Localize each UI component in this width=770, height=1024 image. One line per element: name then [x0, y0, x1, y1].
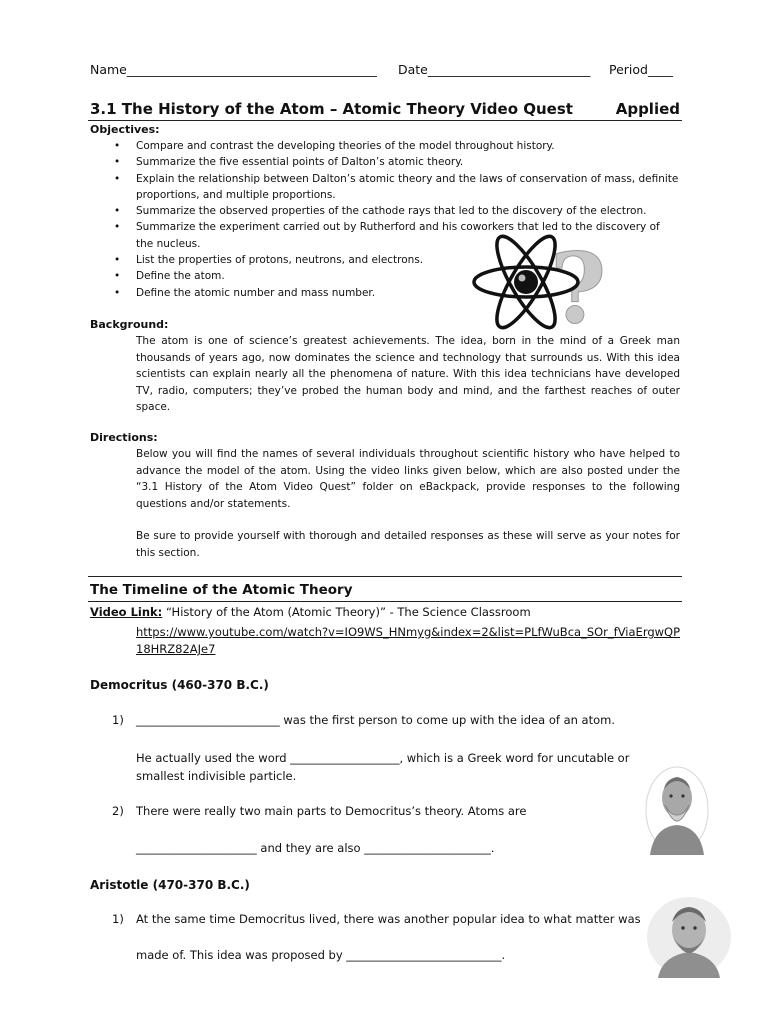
title-underline — [88, 120, 682, 121]
directions-paragraph: Below you will find the names of several individuals throughout scientific history who have helped to advance the model of the atom. Using the video links given below, which are also posted under the “3.1 History of the Atom Video Quest” folder on eBackpack, provide responses to the following questions and/or statements. — [136, 448, 680, 510]
period-field-line: Period____ — [609, 62, 673, 77]
objective-item: • Compare and contrast the developing theories of the model throughout history. — [112, 138, 680, 154]
democritus-question-2-blanks[interactable]: _____________________ and they are also ______________________. — [136, 841, 495, 855]
democritus-heading: Democritus (460-370 B.C.) — [90, 678, 269, 692]
section-title: The Timeline of the Atomic Theory — [90, 582, 353, 598]
background-paragraph: The atom is one of science’s greatest achievements. The idea, born in the mind of a Greek man thousands of years ago, now dominates the science and technology that surrounds us. With this idea scientists can explain nearly all the phenomena of nature. With this idea technicians have developed TV, radio, computers; they’ve probed the human body and mind, and the farthest reaches of outer space. — [136, 335, 680, 413]
aristotle-question-1-blank[interactable]: made of. This idea was proposed by ___________________________. — [136, 948, 506, 962]
aristotle-portrait-image — [646, 896, 732, 978]
objective-item: • List the properties of protons, neutrons, and electrons. — [112, 252, 436, 268]
background-label: Background: — [90, 318, 169, 331]
objective-item: • Define the atom. — [112, 268, 436, 284]
democritus-question-1-followup[interactable]: He actually used the word ___________________, which is a Greek word for uncutable or smallest indivisible particle. — [136, 751, 630, 783]
objectives-label: Objectives: — [90, 123, 160, 136]
objective-item: • Define the atomic number and mass number. — [112, 285, 436, 301]
video-url-link[interactable]: https://www.youtube.com/watch?v=IO9WS_HNmyg&index=2&list=PLfWuBca_SOr_fViaErgwQP18HRZ82AJe7 — [136, 625, 681, 656]
date-field-line: Date__________________________ — [398, 62, 591, 77]
name-field-line: Name________________________________________ — [90, 62, 377, 77]
directions-label: Directions: — [90, 431, 158, 444]
directions-note: Be sure to provide yourself with thorough and detailed responses as these will serve as your notes for this section. — [136, 530, 680, 559]
video-link-row — [90, 605, 531, 619]
objective-item: • Summarize the five essential points of Dalton’s atomic theory. — [112, 154, 680, 170]
objective-item: • Explain the relationship between Dalton’s atomic theory and the laws of conservation of mass, definite proportions, and multiple proportions. — [112, 171, 680, 204]
democritus-question-2: There were really two main parts to Democritus’s theory. Atoms are — [136, 804, 527, 818]
question-number: 2) — [112, 804, 124, 818]
video-link-label: Video Link: — [90, 605, 163, 619]
question-number: 1) — [112, 713, 124, 727]
objective-item: • Summarize the observed properties of the cathode rays that led to the discovery of the electron. — [112, 203, 680, 219]
question-number: 1) — [112, 912, 124, 926]
video-title: “History of the Atom (Atomic Theory)” - The Science Classroom — [165, 605, 531, 619]
democritus-portrait-image — [644, 765, 710, 855]
svg-text:?: ? — [550, 232, 607, 330]
worksheet-title-row — [90, 100, 680, 118]
section-top-rule — [88, 576, 682, 577]
objective-item: • Summarize the experiment carried out by Rutherford and his coworkers that led to the discovery of the nucleus. — [112, 219, 680, 252]
atom-question-mark-icon — [468, 230, 618, 330]
aristotle-question-1: At the same time Democritus lived, there was another popular idea to what matter was — [136, 912, 641, 926]
worksheet-title: 3.1 The History of the Atom – Atomic Theory Video Quest — [90, 100, 573, 118]
aristotle-heading: Aristotle (470-370 B.C.) — [90, 878, 250, 892]
section-bottom-rule — [88, 601, 682, 602]
democritus-question-1[interactable]: _________________________ was the first person to come up with the idea of an atom. — [136, 713, 616, 727]
course-level-label: Applied — [615, 100, 680, 118]
